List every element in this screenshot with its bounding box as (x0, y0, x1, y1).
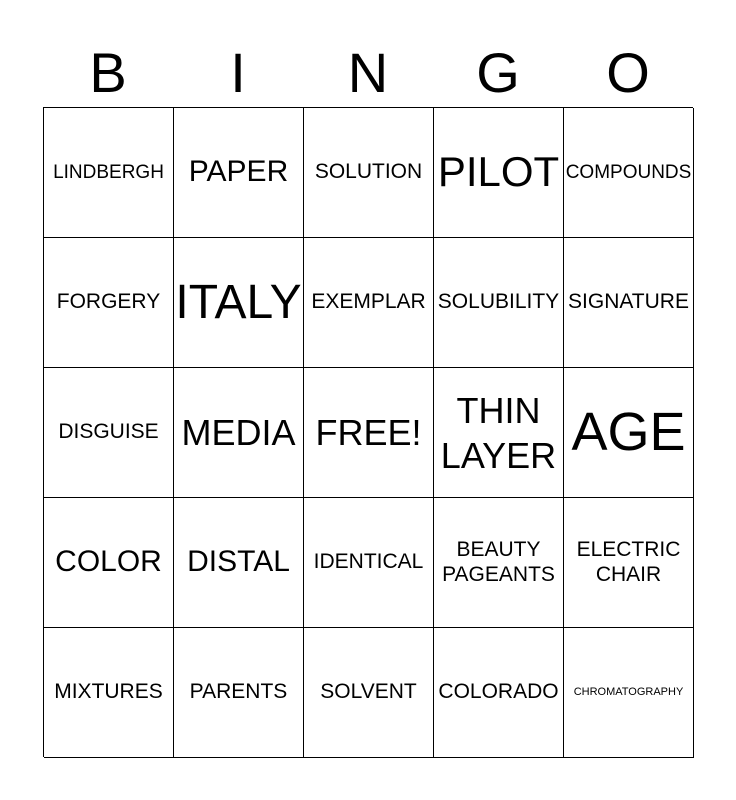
bingo-cell[interactable]: PAPER (174, 108, 304, 238)
bingo-cell[interactable]: PILOT (434, 108, 564, 238)
bingo-cell[interactable]: IDENTICAL (304, 498, 434, 628)
bingo-cell[interactable]: SOLVENT (304, 628, 434, 758)
bingo-cell[interactable]: LINDBERGH (44, 108, 174, 238)
bingo-cell[interactable]: COMPOUNDS (564, 108, 694, 238)
bingo-header (43, 40, 693, 106)
header-letter-i: I (230, 41, 246, 104)
bingo-cell[interactable]: COLORADO (434, 628, 564, 758)
bingo-cell[interactable]: DISTAL (174, 498, 304, 628)
bingo-cell[interactable]: DISGUISE (44, 368, 174, 498)
bingo-cell[interactable]: COLOR (44, 498, 174, 628)
bingo-cell[interactable]: EXEMPLAR (304, 238, 434, 368)
bingo-cell[interactable]: ELECTRIC CHAIR (564, 498, 694, 628)
bingo-cell[interactable]: MEDIA (174, 368, 304, 498)
bingo-cell[interactable]: THIN LAYER (434, 368, 564, 498)
bingo-cell[interactable]: SOLUBILITY (434, 238, 564, 368)
bingo-cell[interactable]: SOLUTION (304, 108, 434, 238)
header-letter-g: G (476, 41, 520, 104)
bingo-board (43, 107, 693, 757)
bingo-cell[interactable]: BEAUTY PAGEANTS (434, 498, 564, 628)
bingo-cell[interactable]: SIGNATURE (564, 238, 694, 368)
bingo-cell[interactable]: FORGERY (44, 238, 174, 368)
bingo-cell[interactable]: CHROMATOGRAPHY (564, 628, 694, 758)
header-letter-b: B (89, 41, 127, 104)
header-letter-o: O (606, 41, 650, 104)
bingo-cell[interactable]: MIXTURES (44, 628, 174, 758)
bingo-cell[interactable]: ITALY (174, 238, 304, 368)
header-letter-n: N (347, 41, 389, 104)
bingo-cell[interactable]: AGE (564, 368, 694, 498)
free-space-cell[interactable]: FREE! (304, 368, 434, 498)
bingo-cell[interactable]: PARENTS (174, 628, 304, 758)
